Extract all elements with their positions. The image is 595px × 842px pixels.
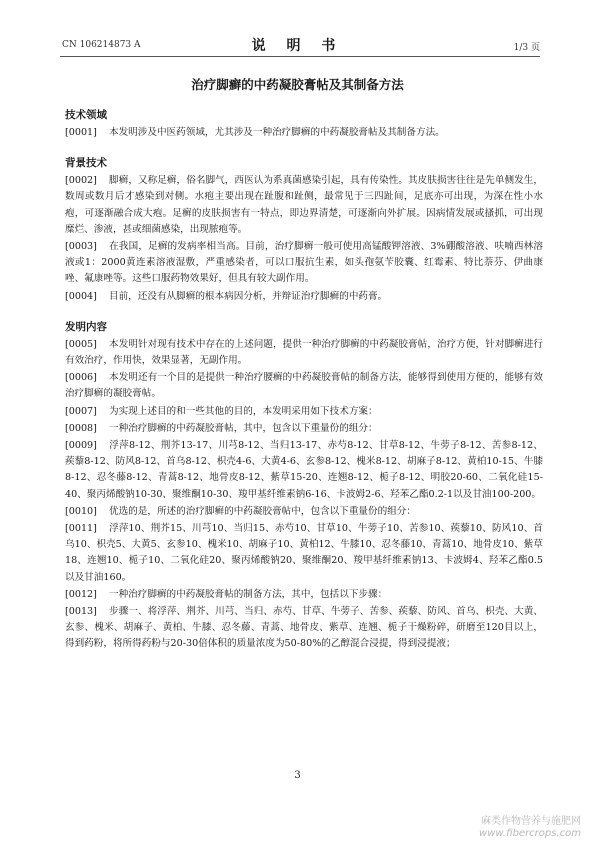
paragraph-text: 在我国，足癣的发病率相当高。目前，治疗脚癣一般可使用高锰酸钾溶液、3%硼酸溶液、呋喃西林溶液或1：2000黄连素溶液湿敷，严重感染者，可以口服抗生素，如头孢氨苄胶囊、红霉素、特比萘芬、伊曲康唑、氟康唑等。这些口服药物效果好，但具有较大副作用。: [65, 241, 543, 285]
paragraph-text: 本发明涉及中医药领域，尤其涉及一种治疗脚癣的中药凝胶膏帖及其制备方法。: [109, 127, 445, 138]
paragraph-text: 优选的是，所述的治疗脚癣的中药凝胶膏帖中，包含以下重量份的组分：: [109, 505, 416, 517]
paragraph-number: [0002]: [65, 175, 97, 187]
header-doc-number: CN 106214873 A: [62, 40, 141, 50]
paragraph: [65, 239, 543, 288]
paragraph: [65, 421, 543, 437]
watermark-url: www.fibercrops.com: [479, 828, 581, 839]
paragraph-number: [0008]: [65, 422, 97, 434]
paragraph: [65, 604, 543, 653]
section-heading: 发明内容: [65, 320, 107, 333]
watermark: [479, 816, 581, 840]
paragraph-number: [0005]: [65, 338, 97, 350]
paragraph-number: [0001]: [65, 127, 97, 138]
paragraph: [65, 125, 543, 141]
paragraph-text: 一种治疗脚癣的中药凝胶膏帖的制备方法，其中，包括以下步骤：: [109, 588, 388, 600]
paragraph: [65, 404, 543, 420]
paragraph-text: 目前，还没有从脚癣的根本病因分析，并辩证治疗脚癣的中药膏。: [109, 290, 388, 302]
paragraph: [65, 438, 543, 503]
paragraph-text: 为实现上述目的和一些其他的目的，本发明采用如下技术方案：: [109, 405, 378, 417]
paragraph: [65, 289, 543, 305]
paragraph-number: [0007]: [65, 405, 97, 417]
paragraph-text: 本发明还有一个目的是提供一种治疗腰癣的中药凝胶膏帖的制备方法，能够得到使用方便的，能够有效治疗脚癣的凝胶膏帖。: [65, 372, 543, 400]
paragraph-text: 步骤一、将浮萍、荆芥、川芎、当归、赤芍、甘草、牛蒡子、苦参、蒺藜、防风、首乌、枳壳、大黄、玄参、槐米、胡麻子、黄柏、牛膝、忍冬藤、青蒿、地骨皮、紫草、连翘、栀子干燥粉碎，研磨至120目以上，得到药粉，将所得药粉与20-30倍体积的质量浓度为50-80%的乙醇混合浸提，得到浸提液；: [65, 606, 543, 650]
paragraph-text: 本发明针对现有技术中存在的上述问题，提供一种治疗脚癣的中药凝胶膏帖，治疗方便，针对脚癣进行有效治疗，作用快，效果显著，无副作用。: [65, 338, 543, 367]
paragraph-number: [0012]: [65, 588, 97, 600]
paragraph: [65, 587, 543, 603]
paragraph-number: [0011]: [65, 523, 97, 535]
paragraph-number: [0010]: [65, 505, 97, 517]
document-title: 治疗脚癣的中药凝胶膏帖及其制备方法: [191, 77, 404, 92]
section-heading: 技术领域: [65, 109, 107, 121]
header-page-indicator: 1/3 页: [513, 43, 540, 53]
header-doc-type: 说 明 书: [251, 38, 344, 54]
paragraph: [65, 173, 543, 238]
header-rule: [60, 56, 540, 57]
paragraph-number: [0009]: [65, 440, 97, 452]
paragraph-text: 浮萍10、荆芥15、川芎10、当归15、赤芍10、甘草10、牛蒡子10、苦参10、蒺藜10、防风10、首乌10、枳壳5、大黄5、玄参10、槐米10、胡麻子10、黄柏12、牛膝10、忍冬藤10、青蒿10、地骨皮10、紫草18、连翘10、栀子10、二氧化硅20、聚丙烯酸钠20、聚维酮20、羧甲基纤维素钠13、卡波姆4、羟苯乙酯0.5以及甘油160。: [65, 523, 543, 583]
paragraph: [65, 521, 543, 586]
section-heading: 背景技术: [65, 157, 107, 170]
paragraph: [65, 504, 543, 520]
paragraph-number: [0004]: [65, 290, 97, 302]
page-number: 3: [294, 770, 301, 781]
paragraph-number: [0006]: [65, 372, 97, 384]
paragraph: [65, 337, 543, 369]
paragraph-number: [0013]: [65, 606, 97, 618]
paragraph-text: 浮萍8-12、荆芥13-17、川芎8-12、当归13-17、赤芍8-12、甘草8-12、牛蒡子8-12、苦参8-12、蒺藜8-12、防风8-12、首乌8-12、枳壳4-6、大黄4-6、玄参8-12、槐米8-12、胡麻子8-12、黄柏10-15、牛膝8-12、忍冬藤8-12、青蒿8-12、地骨皮8-12、紫草15-20、连翘8-12、栀子8-12、明胶20-60、二氧化硅15-40、聚丙烯酸钠10-30、聚维酮10-30、羧甲基纤维素钠6-16、卡波姆2-6、羟苯乙酯0.2-1以及甘油100-200。: [65, 440, 543, 500]
paragraph-text: 一种治疗脚癣的中药凝胶膏帖，其中，包含以下重量份的组分：: [109, 422, 378, 434]
paragraph-text: 脚癣，又称足癣，俗名脚气，西医认为系真菌感染引起，具有传染性。其皮肤损害往往是先单侧发生，数周或数月后才感染到对侧。水疱主要出现在趾腹和趾侧，最常见于三四趾间，足底亦可出现，为深在性小水疱，可逐渐融合成大疱。足癣的皮肤损害有一特点，即边界清楚，可逐渐向外扩展。因病情发展或搔抓，可出现糜烂、渗液，甚或细菌感染，出现脓疱等。: [65, 175, 543, 235]
watermark-text: 麻类作物营养与施肥网: [481, 816, 581, 827]
document-body: [65, 101, 543, 654]
paragraph-number: [0003]: [65, 241, 97, 253]
paragraph: [65, 370, 543, 402]
